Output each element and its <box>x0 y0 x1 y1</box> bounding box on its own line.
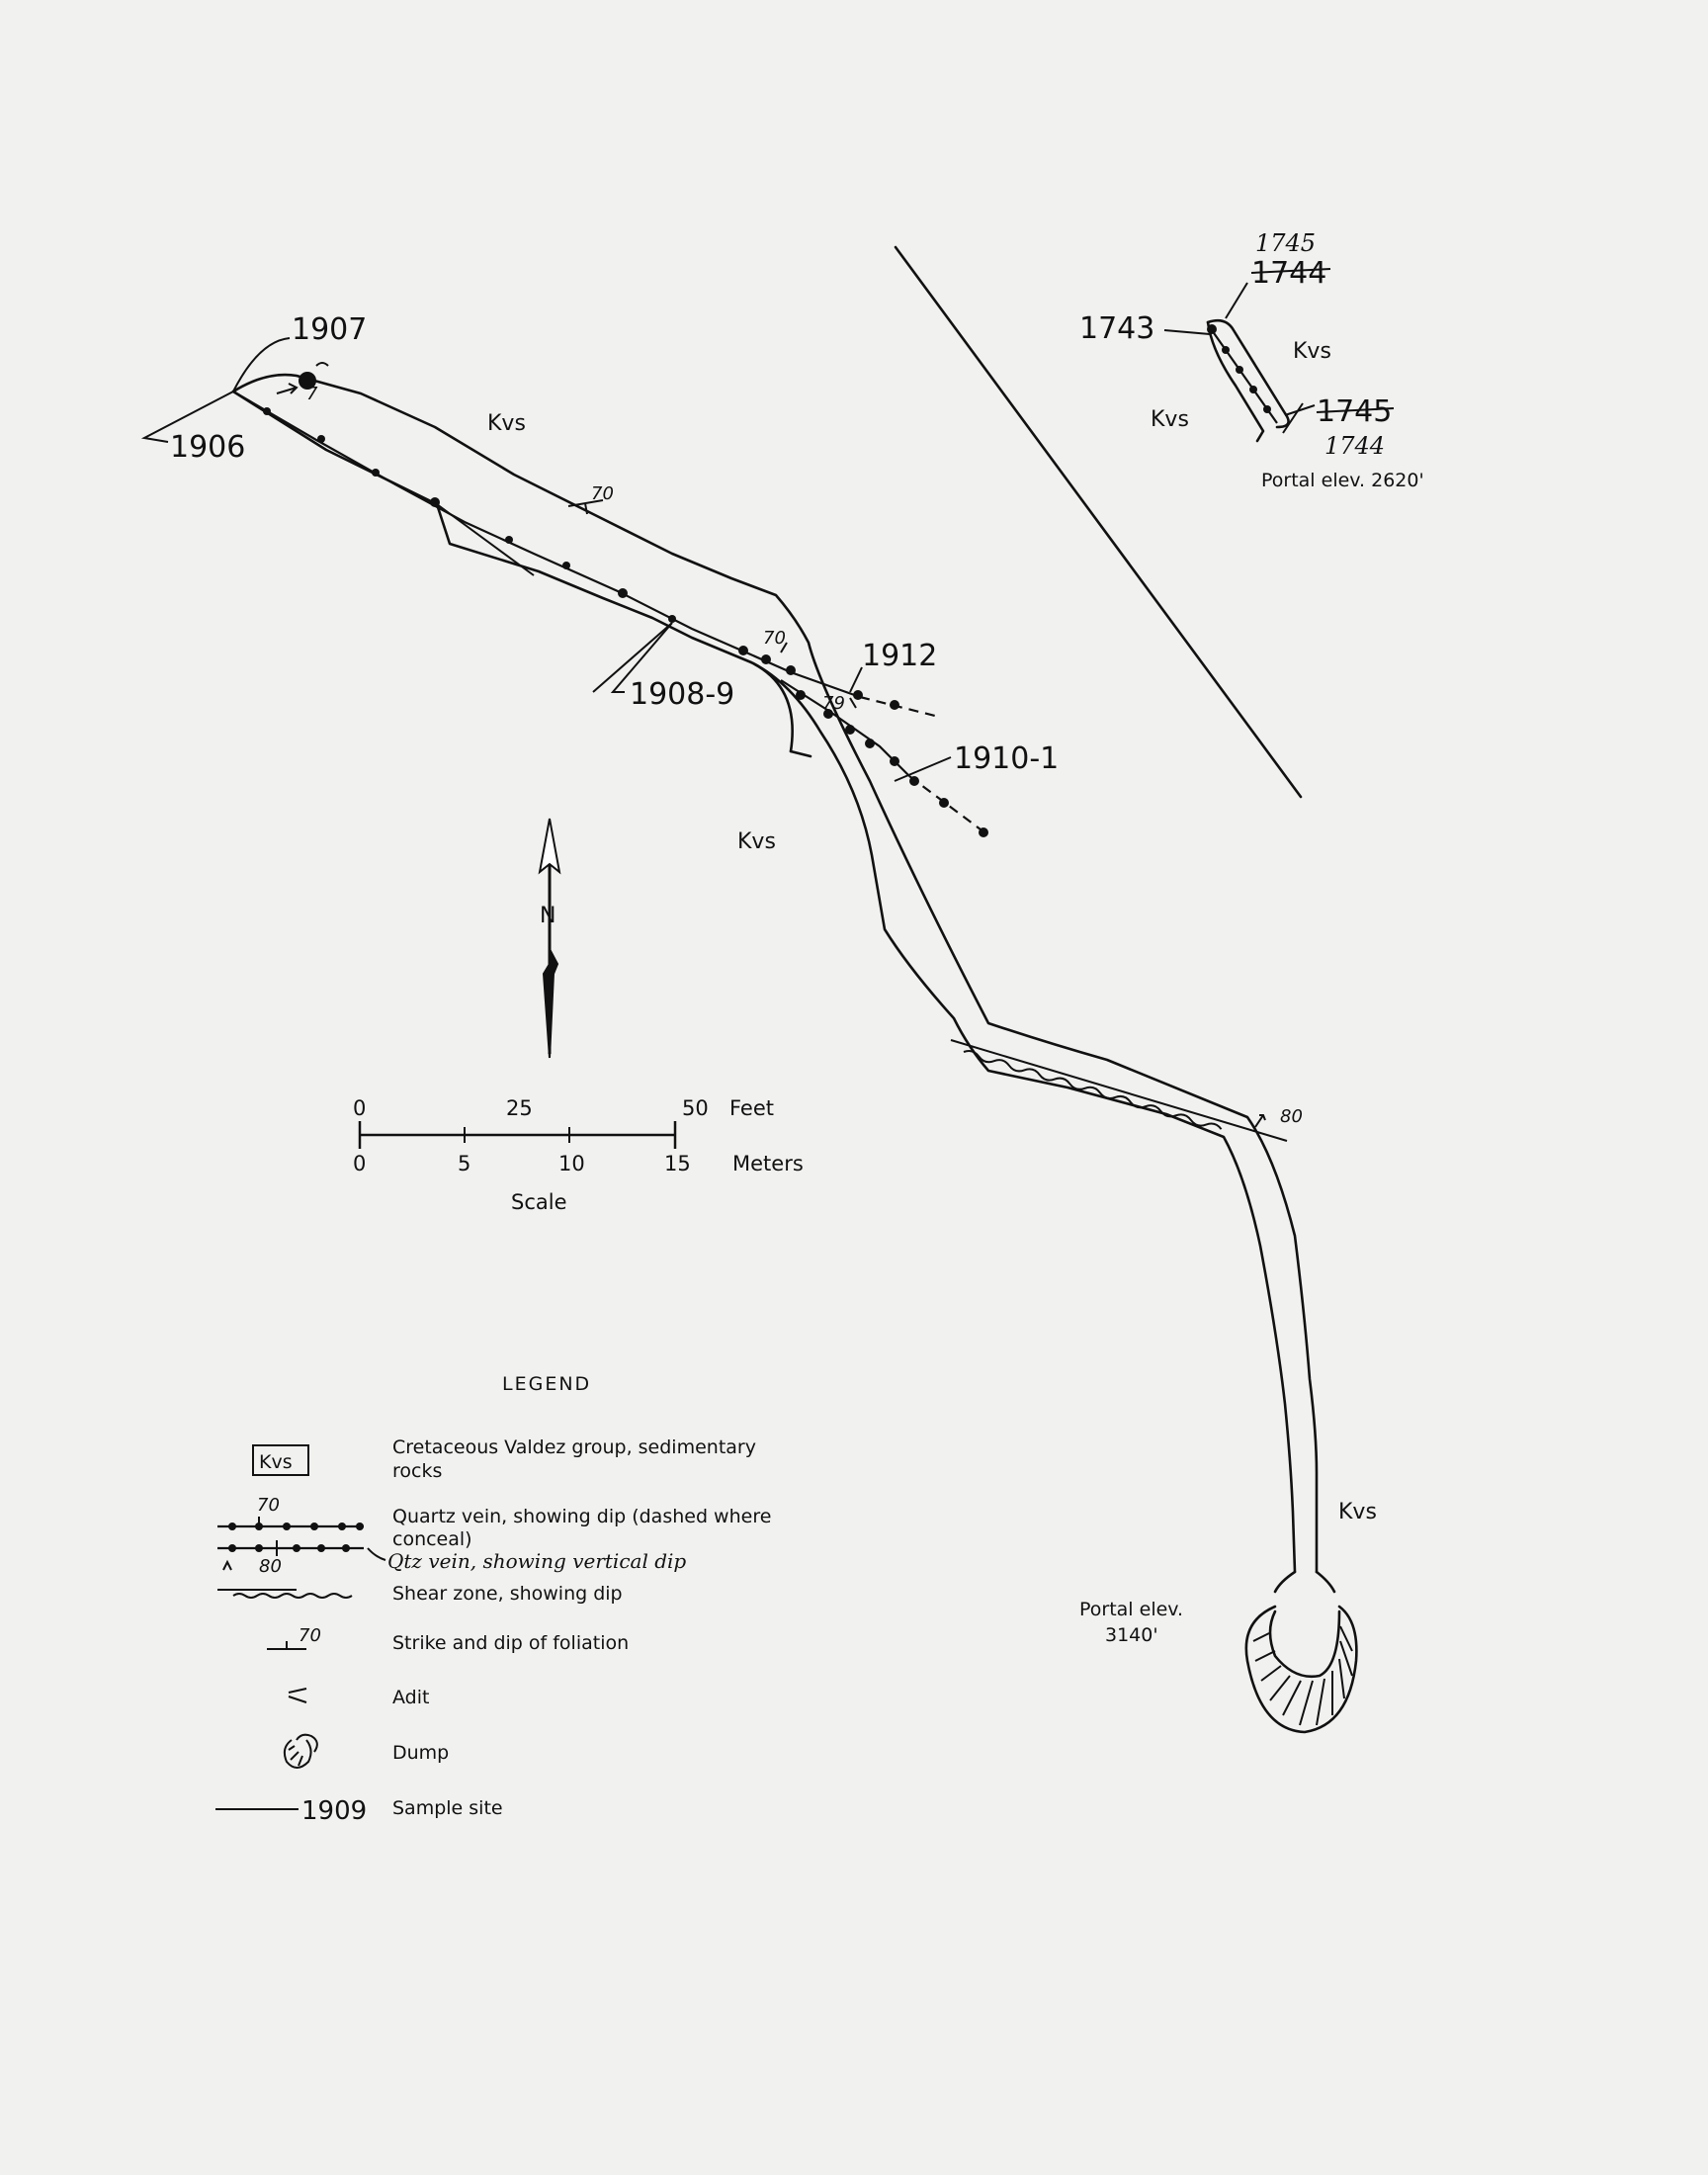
sample-1744-bottom: 1744 <box>1324 432 1386 460</box>
scale-feet-0: 0 <box>353 1096 367 1120</box>
legend-shear-dip: 80 <box>259 1556 282 1577</box>
legend-vein-desc-2: conceal) <box>392 1528 472 1550</box>
kvs-label-nw: Kvs <box>487 411 526 436</box>
sample-1745-top: 1745 <box>1255 229 1317 257</box>
sample-1906: 1906 <box>170 430 246 465</box>
vein-dip-upper: 70 <box>763 628 786 649</box>
shear-zone <box>951 1040 1303 1141</box>
scale-feet-25: 25 <box>506 1096 533 1120</box>
scale-meter-10: 10 <box>558 1152 585 1175</box>
legend-vein-desc-1: Quartz vein, showing dip (dashed where <box>392 1506 772 1527</box>
unit-labels <box>487 339 1377 1524</box>
kvs-label-ne-east: Kvs <box>1293 339 1331 364</box>
north-arrow <box>540 819 559 1058</box>
north-arrow-head <box>540 819 559 872</box>
shear-dip-label: 80 <box>1280 1106 1303 1127</box>
sample-1910-1: 1910-1 <box>954 741 1060 776</box>
legend-title: LEGEND <box>502 1373 592 1395</box>
foliation-dip-upper: 70 <box>591 483 614 504</box>
scale-feet-50: 50 <box>682 1096 709 1120</box>
main-adit-workings <box>233 375 1317 1572</box>
north-label: N <box>540 904 556 928</box>
legend-adit-desc: Adit <box>392 1687 430 1708</box>
legend-kvs-box-label: Kvs <box>259 1451 293 1473</box>
lower-portal-dump <box>1079 1572 1356 1732</box>
legend-sample-desc: Sample site <box>392 1797 503 1819</box>
scale-feet-unit: Feet <box>729 1096 775 1120</box>
sample-1912: 1912 <box>862 639 938 673</box>
scale-meter-15: 15 <box>664 1152 691 1175</box>
legend-shear-desc: Shear zone, showing dip <box>392 1583 623 1605</box>
sample-1908-9: 1908-9 <box>630 677 735 712</box>
kvs-label-center: Kvs <box>737 829 776 854</box>
legend-vein-dip: 70 <box>257 1495 280 1516</box>
scale-meter-5: 5 <box>458 1152 471 1175</box>
scale-meter-0: 0 <box>353 1152 367 1175</box>
kvs-label-ne-west: Kvs <box>1151 407 1189 432</box>
legend-adit-icon <box>289 1689 306 1702</box>
vein-dip-lower: 79 <box>822 693 845 714</box>
scale-meter-unit: Meters <box>732 1152 804 1175</box>
legend-sample-number: 1909 <box>301 1796 368 1826</box>
legend-vein-vertical-note: Qtz vein, showing vertical dip <box>387 1549 687 1573</box>
sample-1743: 1743 <box>1079 311 1155 346</box>
sample-1907: 1907 <box>292 312 368 347</box>
scale-title: Scale <box>511 1190 567 1214</box>
legend-dump-icon <box>285 1735 317 1768</box>
legend-kvs-desc-1: Cretaceous Valdez group, sedimentary <box>392 1436 756 1458</box>
quartz-vein-main <box>233 392 939 717</box>
sample-labels <box>144 312 1059 781</box>
kvs-label-se: Kvs <box>1338 1500 1377 1524</box>
portal-elevation-upper: Portal elev. 2620' <box>1261 470 1424 491</box>
portal-elevation-lower-value: 3140' <box>1105 1624 1158 1646</box>
adit-dip-label: 7 <box>306 384 318 404</box>
upper-adit-2620 <box>1079 229 1424 491</box>
scale-bar <box>353 1096 804 1214</box>
sample-1745-bottom: 1745 <box>1317 394 1393 429</box>
legend-foliation-dip: 70 <box>299 1625 321 1646</box>
legend-foliation-desc: Strike and dip of foliation <box>392 1632 630 1654</box>
legend-dump-desc: Dump <box>392 1742 450 1764</box>
sample-1744-top: 1744 <box>1251 256 1327 291</box>
portal-elevation-lower-label: Portal elev. <box>1079 1599 1184 1620</box>
legend-kvs-desc-2: rocks <box>392 1460 443 1482</box>
legend <box>215 1373 771 1826</box>
